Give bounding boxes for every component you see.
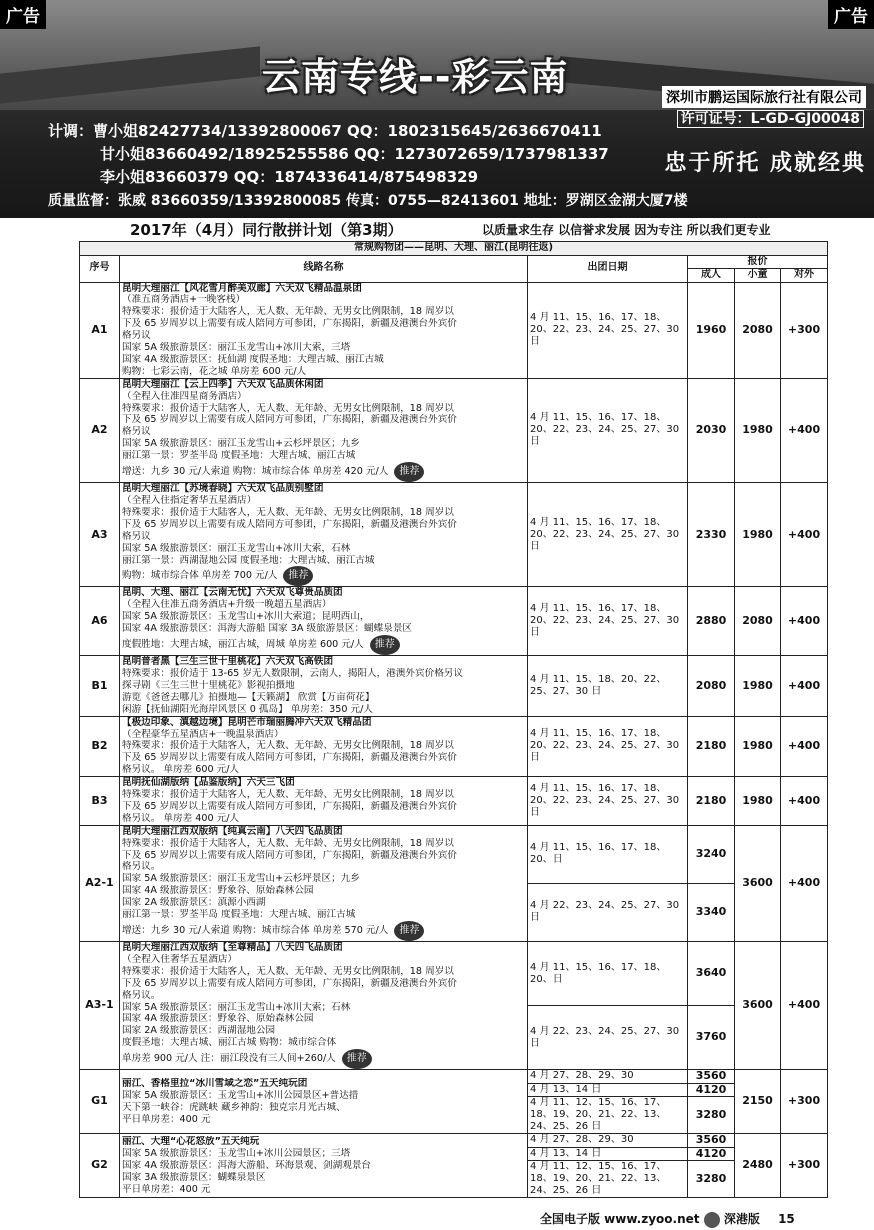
external-price: +400 [781,716,828,777]
child-price: 1980 [735,378,781,482]
route-line: 丽江第一景：罗荃半岛 度假圣地：大理古城、丽江古城 [122,909,356,921]
date-cell: 4 月 11、12、15、16、17、18、19、20、21、22、13、24、25、26 日 [528,1097,688,1134]
route-line: 【极边印象、滇越边境】昆明芒市瑞丽腾冲六天双飞精品团 [122,716,372,728]
external-price: +400 [781,378,828,482]
route-cell [120,656,528,717]
route-line: 国家 4A 级旅游景区：野象谷、原始森林公园 [122,885,314,897]
route-cell [120,716,528,777]
row-code: A6 [80,587,120,656]
row-code: G2 [80,1134,120,1198]
date-cell: 4 月 27、28、29、30 [528,1134,688,1148]
date-cell: 4 月 13、14 日 [528,1083,688,1097]
child-price: 2080 [735,587,781,656]
route-line: 特殊要求：报价适于 13-65 岁无人数限制，云南人，揭阳人，港澳外宾价格另议 [122,667,463,679]
table-row [80,1070,828,1084]
route-line: 格另议。 [122,861,161,873]
adult-price: 2080 [688,656,735,717]
route-line: 丽江第一景：西湖湿地公园 度假圣地：大理古城、丽江古城 [122,554,375,566]
adult-price: 3760 [688,1006,735,1070]
route-line: 国家 4A 级旅游景区：洱海大游船 国家 3A 级旅游景区：蝴蝶泉景区 [122,623,413,635]
supervision-line: 质量监督：张威 83660359/13392800085 传真：0755—82413601 地址：罗湖区金湖大厦7楼 [48,193,688,209]
route-line: 平日单房差：400 元 [122,1113,211,1125]
footer-site: 全国电子版 www.zyoo.net [540,1212,700,1226]
circle-logo-icon [704,1212,720,1228]
route-line: 下及 65 岁周岁以上需要有成人陪同方可参团，广东揭阳，新疆及港澳台外宾价 [122,518,457,530]
route-line: 下及 65 岁周岁以上需要有成人陪同方可参团，广东揭阳，新疆及港澳台外宾价 [122,414,457,426]
route-cell [120,825,528,941]
route-cell [120,378,528,482]
child-price: 2480 [735,1134,781,1198]
date-cell: 4 月 11、15、16、17、18、20、日 [528,825,688,883]
route-line: （全程入住准四星商务酒店） [122,390,247,402]
page-title: 云南专线--彩云南 [262,55,569,99]
route-line: 下及 65 岁周岁以上需要有成人陪同方可参团，广东揭阳，新疆及港澳台外宾价 [122,977,457,989]
row-code: A2 [80,378,120,482]
route-line: 天下第一峡谷：虎跳峡 藏乡神韵：独克宗月光古城、 [122,1101,346,1113]
external-price: +400 [781,483,828,587]
route-line: 游览《爸爸去哪儿》拍摄地—【天籁湖】 欣赏【万亩荷花】 [122,691,375,703]
col-price: 报价 [688,255,828,269]
row-code: B3 [80,777,120,826]
adult-price: 2180 [688,716,735,777]
route-line: 昆明大理丽江【苏境春晓】六天双飞品质别墅团 [122,483,324,495]
route-line: 特殊要求：报价适于大陆客人，无人数、无年龄、无男女比例限制，18 周岁以 [122,965,454,977]
route-line: 下及 65 岁周岁以上需要有成人陪同方可参团，广东揭阳，新疆及港澳台外宾价 [122,318,457,330]
external-price: +400 [781,587,828,656]
route-line: 丽江、香格里拉“冰川雪域之恋”五天纯玩团 [122,1077,308,1089]
col-route: 线路名称 [120,255,528,282]
route-line: （全程入住指定奢华五星酒店） [122,495,257,506]
route-line: 购物：城市综合体 单房差 700 元/人 推荐 [122,566,525,586]
date-cell: 4 月 11、15、18、20、22、25、27、30 日 [528,656,688,717]
route-line: 丽江第一景：罗荃半岛 度假圣地：大理古城、丽江古城 [122,450,356,462]
date-cell: 4 月 11、15、16、17、18、20、22、23、24、25、27、30 日 [528,587,688,656]
route-line: 格另议。 [122,989,161,1001]
child-price: 1980 [735,483,781,587]
external-price: +400 [781,656,828,717]
child-price: 3600 [735,825,781,941]
route-line: 国家 5A 级旅游景区：丽江玉龙雪山+云杉坪景区；九乡 [122,438,360,450]
adult-price: 3280 [688,1161,735,1198]
adult-price: 2180 [688,777,735,826]
route-line: 特殊要求：报价适于大陆客人，无人数、无年龄、无男女比例限制，18 周岁以 [122,740,454,752]
route-line: 格另议。 单房差 400 元/人 [122,812,240,824]
date-cell: 4 月 11、12、15、16、17、18、19、20、21、22、13、24、25、26 日 [528,1161,688,1198]
col-ext: 对外 [781,269,828,283]
footer-brand: 深港版 [723,1212,760,1226]
route-line: 国家 5A 级旅游景区：丽江玉龙雪山+冰川大索，三塔 [122,342,351,354]
route-line: 昆明大理丽江【云上四季】六天双飞品质休闲团 [122,378,324,390]
license-number: 许可证号：L-GD-GJ00048 [677,108,864,128]
child-price: 1980 [735,777,781,826]
plan-motto: 以质量求生存 以信誉求发展 因为专注 所以我们更专业 [482,223,771,237]
external-price: +300 [781,1070,828,1134]
row-code: A2-1 [80,825,120,941]
row-code: G1 [80,1070,120,1134]
row-code: B2 [80,716,120,777]
external-price: +400 [781,942,828,1070]
table-row [80,587,828,656]
route-line: 丽江、大理“心花怒放”五天纯玩 [122,1135,260,1147]
route-line: （全程入住准五商务酒店+升级一晚超五星酒店） [122,599,332,611]
route-line: 国家 5A 级旅游景区：丽江玉龙雪山+云杉坪景区；九乡 [122,873,360,885]
col-date: 出团日期 [528,255,688,282]
route-line: （全程豪华五星酒店+一晚温泉酒店） [122,728,284,740]
route-line: （全程入住奢华五星酒店） [122,953,238,965]
route-cell [120,1134,528,1198]
route-line: 国家 4A 级旅游景区：洱海大游船、环海景观、剑湖观景台 [122,1159,372,1171]
table-row [80,378,828,482]
row-code: A1 [80,282,120,378]
route-cell [120,587,528,656]
recommend-badge: 推荐 [342,1049,372,1069]
date-cell: 4 月 11、15、16、17、18、20、22、23、24、25、27、30 日 [528,282,688,378]
adult-price: 3560 [688,1070,735,1084]
recommend-badge: 推荐 [283,566,313,586]
external-price: +400 [781,777,828,826]
page-number: 15 [778,1212,795,1226]
adult-price: 2880 [688,587,735,656]
table-body [80,282,828,1198]
route-line: 下及 65 岁周岁以上需要有成人陪同方可参团，广东揭阳，新疆及港澳台外宾价 [122,752,457,764]
adult-price: 1960 [688,282,735,378]
child-price: 2080 [735,282,781,378]
plan-heading: 2017年（4月）同行散拼计划（第3期） [130,221,403,239]
route-line: 国家 2A 级旅游景区：西湖湿地公园 [122,1025,276,1037]
tour-table [79,241,828,1198]
col-adult: 成人 [688,269,735,283]
route-line: 增送：九乡 30 元/人索道 购物：城市综合体 单房差 570 元/人 推荐 [122,921,525,941]
route-line: 下及 65 岁周岁以上需要有成人陪同方可参团，广东揭阳，新疆及港澳台外宾价 [122,800,457,812]
route-line: 特殊要求：报价适于大陆客人，无人数、无年龄、无男女比例限制，18 周岁以 [122,306,454,318]
route-line: 度假胜地：大理古城，丽江古城，周城 单房差 600 元/人 推荐 [122,635,525,655]
route-line: 特殊要求：报价适于大陆客人，无人数、无年龄、无男女比例限制，18 周岁以 [122,837,454,849]
external-price: +400 [781,825,828,941]
route-line: 格另议 [122,426,151,438]
contact-line: 计调：曹小姐82427734/13392800067 QQ：1802315645/2636670411 [48,122,602,140]
footer [540,1210,795,1228]
table-row [80,282,828,378]
adult-price: 2330 [688,483,735,587]
route-line: 昆明大理丽江西双版纳【纯真云南】八天四飞品质团 [122,825,343,837]
header-banner [0,0,874,218]
adult-price: 3340 [688,883,735,941]
date-cell: 4 月 22、23、24、25、27、30 日 [528,1006,688,1070]
adult-price: 2030 [688,378,735,482]
date-cell: 4 月 27、28、29、30 [528,1070,688,1084]
external-price: +300 [781,1134,828,1198]
route-line: 下及 65 岁周岁以上需要有成人陪同方可参团，广东揭阳，新疆及港澳台外宾价 [122,849,457,861]
table-row [80,483,828,587]
date-cell: 4 月 11、15、16、17、18、20、22、23、24、25、27、30 日 [528,716,688,777]
plan-bar [0,218,874,240]
child-price: 1980 [735,656,781,717]
route-line: 购物：七彩云南，花之城 单房差 600 元/人 [122,365,307,377]
table-row [80,777,828,826]
adult-price: 3240 [688,825,735,883]
route-line: 单房差 900 元/人 注：丽江段没有三人间+260/人 推荐 [122,1049,525,1069]
route-line: 探寻剧《三生三世十里桃花》影视拍摄地 [122,679,295,691]
child-price: 1980 [735,716,781,777]
route-line: 特殊要求：报价适于大陆客人，无人数、无年龄、无男女比例限制，18 周岁以 [122,506,454,518]
route-line: 平日单房差：400 元 [122,1183,211,1195]
route-line: 特殊要求：报价适于大陆客人，无人数、无年龄、无男女比例限制，18 周岁以 [122,789,454,801]
route-line: 国家 4A 级旅游景区：抚仙湖 度假圣地：大理古城、丽江古城 [122,353,384,365]
slogan: 忠于所托 成就经典 [664,151,866,176]
route-line: 国家 5A 级旅游景区：玉龙雪山+冰川公园景区+普达措 [122,1089,359,1101]
company-name: 深圳市鹏运国际旅行社有限公司 [662,86,866,108]
adult-price: 4120 [688,1147,735,1161]
row-code: B1 [80,656,120,717]
date-cell: 4 月 13、14 日 [528,1147,688,1161]
recommend-badge: 推荐 [394,462,424,482]
date-cell: 4 月 11、15、16、17、18、20、22、23、24、25、27、30 日 [528,378,688,482]
col-code: 序号 [80,255,120,282]
route-line: （准五商务酒店+一晚客栈） [122,294,246,306]
route-cell [120,282,528,378]
route-line: 昆明普者黑【三生三世十里桃花】六天双飞高铁团 [122,656,334,668]
route-line: 昆明大理丽江【风花雪月醉美双廊】六天双飞精品温泉团 [122,282,362,294]
route-cell [120,1070,528,1134]
contact-line: 甘小姐83660492/18925255586 QQ：1273072659/1737981337 [100,145,609,163]
adult-price: 3280 [688,1097,735,1134]
route-line: 昆明大理丽江西双版纳【至尊精品】八天四飞品质团 [122,942,343,953]
route-cell [120,777,528,826]
contact-line: 李小姐83660379 QQ：1874336414/875498329 [100,168,479,186]
table-caption: 常规购物团——昆明、大理、丽江(昆明往返) [80,242,828,256]
external-price: +300 [781,282,828,378]
route-line: 国家 5A 级旅游景区：丽江玉龙雪山+冰川大索；石林 [122,1001,351,1013]
table-row [80,716,828,777]
route-line: 国家 2A 级旅游景区：滇源小西湖 [122,897,266,909]
route-line: 格另议。 单房差 600 元/人 [122,764,240,776]
ad-label-left: 广告 [0,0,46,29]
route-line: 特殊要求：报价适于大陆客人，无人数、无年龄、无男女比例限制，18 周岁以 [122,402,454,414]
child-price: 2150 [735,1070,781,1134]
table-row [80,825,828,883]
table-row [80,656,828,717]
col-child: 小童 [735,269,781,283]
route-line: 国家 5A 级旅游景区：玉龙雪山+冰川大索道；昆明西山， [122,611,370,623]
row-code: A3 [80,483,120,587]
row-code: A3-1 [80,942,120,1070]
route-line: 国家 5A 级旅游景区：玉龙雪山+冰川公园景区；三塔 [122,1147,351,1159]
recommend-badge: 推荐 [394,921,424,941]
adult-price: 4120 [688,1083,735,1097]
route-line: 昆明、大理、丽江【云南无忧】六天双飞尊贵品质团 [122,587,343,599]
route-cell [120,483,528,587]
date-cell: 4 月 11、15、16、17、18、20、22、23、24、25、27、30 日 [528,777,688,826]
route-line: 度假圣地：大理古城、丽江古城 购物：城市综合体 [122,1037,337,1049]
route-line: 格另议 [122,530,151,542]
route-line: 闲游【抚仙湖阳光海岸风景区 0 孤岛】 单房差：350 元/人 [122,703,373,715]
table-row [80,942,828,1006]
date-cell: 4 月 11、15、16、17、18、20、日 [528,942,688,1006]
route-line: 昆明抚仙湖版纳【品鉴版纳】六天三飞团 [122,777,295,789]
adult-price: 3560 [688,1134,735,1148]
roof-shape [0,46,260,103]
route-cell [120,942,528,1070]
route-line: 国家 4A 级旅游景区：野象谷、原始森林公园 [122,1013,314,1025]
route-line: 格另议 [122,330,151,342]
ad-label-right: 广告 [828,0,874,29]
date-cell: 4 月 22、23、24、25、27、30 日 [528,883,688,941]
route-line: 国家 3A 级旅游景区：蝴蝶泉景区 [122,1171,266,1183]
child-price: 3600 [735,942,781,1070]
recommend-badge: 推荐 [370,635,400,655]
route-line: 国家 5A 级旅游景区：丽江玉龙雪山+冰川大索，石林 [122,542,351,554]
date-cell: 4 月 11、15、16、17、18、20、22、23、24、25、27、30 日 [528,483,688,587]
adult-price: 3640 [688,942,735,1006]
route-line: 增送：九乡 30 元/人索道 购物：城市综合体 单房差 420 元/人 推荐 [122,462,525,482]
table-row [80,1134,828,1148]
